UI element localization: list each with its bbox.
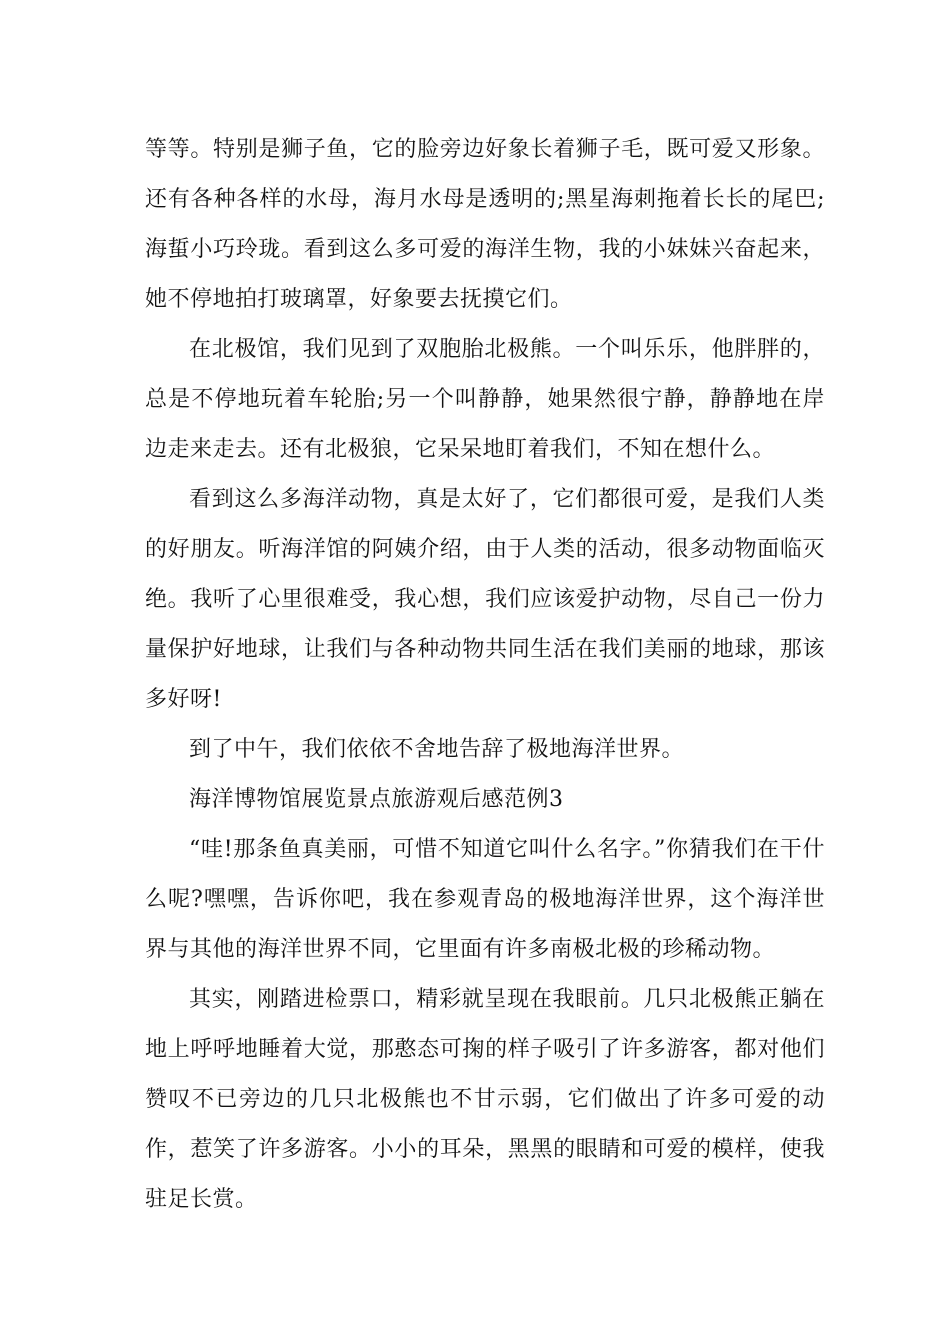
document-body (145, 125, 825, 1225)
paragraph-noon: 到了中午，我们依依不舍地告辞了极地海洋世界。 (189, 737, 685, 762)
paragraph-intro: “哇!那条鱼真美丽，可惜不知道它叫什么名字。”你猜我们在干什么呢?嘿嘿，告诉你吧，我在参观青岛的极地海洋世界，这个海洋世界与其他的海洋世界不同，它里面有许多南极北极的珍稀动物。 (145, 837, 825, 962)
paragraph-reflection: 看到这么多海洋动物，真是太好了，它们都很可爱，是我们人类的好朋友。听海洋馆的阿姨介绍，由于人类的活动，很多动物面临灭绝。我听了心里很难受，我心想，我们应该爱护动物，尽自己一份力量保护好地球，让我们与各种动物共同生活在我们美丽的地球，那该多好呀! (145, 487, 825, 712)
section-heading: 海洋博物馆展览景点旅游观后感范例3 (189, 787, 564, 812)
paragraph-arctic-hall: 在北极馆，我们见到了双胞胎北极熊。一个叫乐乐，他胖胖的，总是不停地玩着车轮胎;另一个叫静静，她果然很宁静，静静地在岸边走来走去。还有北极狼，它呆呆地盯着我们，不知在想什么。 (145, 337, 825, 462)
paragraph-polar-bears: 其实，刚踏进检票口，精彩就呈现在我眼前。几只北极熊正躺在地上呼呼地睡着大觉，那憨态可掬的样子吸引了许多游客，都对他们赞叹不已旁边的几只北极熊也不甘示弱，它们做出了许多可爱的动作，惹笑了许多游客。小小的耳朵，黑黑的眼睛和可爱的模样，使我驻足长赏。 (145, 987, 825, 1212)
paragraph-continuation: 等等。特别是狮子鱼，它的脸旁边好象长着狮子毛，既可爱又形象。还有各种各样的水母，海月水母是透明的;黑星海刺拖着长长的尾巴;海蜇小巧玲珑。看到这么多可爱的海洋生物，我的小妹妹兴奋起来，她不停地拍打玻璃罩，好象要去抚摸它们。 (145, 137, 825, 312)
